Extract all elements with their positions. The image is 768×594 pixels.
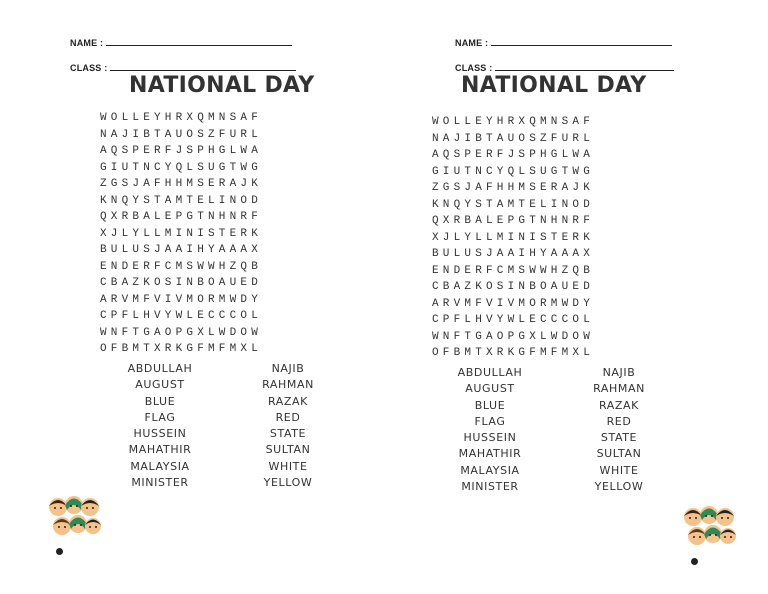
brand-dot — [691, 558, 698, 565]
brand-dot — [56, 548, 63, 555]
class-label: CLASS : — [70, 63, 108, 73]
word-item: MAHATHIR — [458, 447, 522, 461]
word-list-left — [124, 361, 196, 491]
letter-grid — [100, 110, 262, 358]
name-label: NAME : — [455, 38, 489, 48]
word-item: RAZAK — [268, 394, 308, 408]
grid-row: CBAZKOSINBOAUED — [100, 277, 263, 289]
word-item: SULTAN — [265, 443, 311, 457]
word-item: STATE — [600, 431, 638, 445]
grid-row: WNFTGAOPGXLWDOW — [100, 326, 263, 339]
name-field — [70, 37, 292, 48]
grid-row: BULUSJAAIHYAAAX — [432, 248, 595, 260]
grid-row: BULUSJAAIHYAAAX — [100, 244, 263, 256]
name-field — [455, 37, 672, 48]
grid-row: NAJIBTAUOSZFURL — [432, 132, 595, 145]
name-blank-line[interactable] — [491, 37, 672, 46]
word-item: RED — [606, 414, 632, 428]
grid-row: XJLYLLMINISTERK — [100, 227, 263, 240]
grid-row: AQSPERFJSPHGLWA — [432, 149, 595, 161]
word-list-left — [454, 365, 526, 495]
word-item: YELLOW — [594, 480, 644, 494]
letter-grid — [432, 114, 594, 362]
brand-mark — [691, 558, 733, 566]
word-item: ABDULLAH — [457, 366, 523, 379]
grid-row: OFBMTXRKGFMFMXL — [100, 343, 263, 355]
grid-row: OFBMTXRKGFMFMXL — [432, 347, 595, 359]
class-field — [455, 62, 674, 73]
word-item: RAHMAN — [593, 382, 645, 396]
word-item: FLAG — [144, 410, 176, 424]
grid-row: XJLYLLMINISTERK — [432, 231, 595, 244]
grid-row: ARVMFVIVMORMWDY — [100, 293, 263, 306]
grid-row: WNFTGAOPGXLWDOW — [432, 330, 595, 343]
word-item: RAHMAN — [262, 378, 314, 392]
worksheet-title: NATIONAL DAY — [129, 73, 315, 98]
word-list-right — [587, 365, 651, 495]
grid-row: KNQYSTAMTELINOD — [100, 194, 263, 207]
grid-row: ENDERFCMSWWHZQB — [432, 264, 595, 277]
word-item: WHITE — [268, 459, 308, 473]
grid-row: ARVMFVIVMORMWDY — [432, 297, 595, 310]
word-item: HUSSEIN — [463, 431, 517, 445]
word-item: AUGUST — [135, 378, 185, 392]
grid-row: QXRBALEPGTNHNRF — [432, 215, 595, 227]
grid-row: QXRBALEPGTNHNRF — [100, 211, 263, 223]
grid-row: AQSPERFJSPHGLWA — [100, 145, 263, 157]
brand-mark — [56, 548, 98, 556]
class-label: CLASS : — [455, 63, 493, 73]
word-item: STATE — [269, 427, 307, 441]
word-item: MINISTER — [461, 480, 519, 494]
word-item: MALAYSIA — [130, 459, 190, 473]
word-item: RAZAK — [599, 398, 639, 412]
name-blank-line[interactable] — [106, 37, 292, 46]
word-item: FLAG — [474, 414, 506, 428]
grid-row: KNQYSTAMTELINOD — [432, 198, 595, 211]
word-item: YELLOW — [263, 476, 313, 490]
word-item: MAHATHIR — [128, 443, 192, 457]
grid-row: CPFLHVYWLECCCOL — [432, 314, 595, 326]
grid-row: ENDERFCMSWWHZQB — [100, 260, 263, 273]
word-item: RED — [275, 410, 301, 424]
word-item: NAJIB — [271, 362, 305, 375]
word-item: MINISTER — [131, 476, 189, 490]
class-blank-line[interactable] — [110, 62, 296, 71]
word-item: AUGUST — [465, 382, 515, 396]
word-item: MALAYSIA — [460, 463, 520, 477]
worksheet-right — [384, 0, 768, 594]
grid-row: CBAZKOSINBOAUED — [432, 281, 595, 293]
grid-row: CPFLHVYWLECCCOL — [100, 310, 263, 322]
word-item: BLUE — [144, 394, 176, 408]
word-item: NAJIB — [602, 366, 636, 379]
name-label: NAME : — [70, 38, 104, 48]
grid-row: ZGSJAFHHMSERAJK — [432, 182, 595, 194]
word-item: BLUE — [474, 398, 506, 412]
class-field — [70, 62, 296, 73]
grid-row: WOLLEYHRXQMNSAF — [432, 116, 595, 128]
children-faces-svg — [679, 504, 739, 556]
children-faces-icon — [679, 504, 739, 566]
word-item: ABDULLAH — [127, 362, 193, 375]
word-item: SULTAN — [596, 447, 642, 461]
word-item: HUSSEIN — [133, 427, 187, 441]
class-blank-line[interactable] — [495, 62, 674, 71]
worksheet-title: NATIONAL DAY — [461, 73, 647, 98]
word-item: WHITE — [599, 463, 639, 477]
grid-row: NAJIBTAUOSZFURL — [100, 128, 263, 141]
children-faces-icon — [44, 494, 104, 556]
grid-row: GIUTNCYQLSUGTWG — [432, 165, 595, 178]
children-faces-svg — [44, 494, 104, 546]
grid-row: WOLLEYHRXQMNSAF — [100, 112, 263, 124]
grid-row: ZGSJAFHHMSERAJK — [100, 178, 263, 190]
grid-row: GIUTNCYQLSUGTWG — [100, 161, 263, 174]
word-list-right — [256, 361, 320, 491]
